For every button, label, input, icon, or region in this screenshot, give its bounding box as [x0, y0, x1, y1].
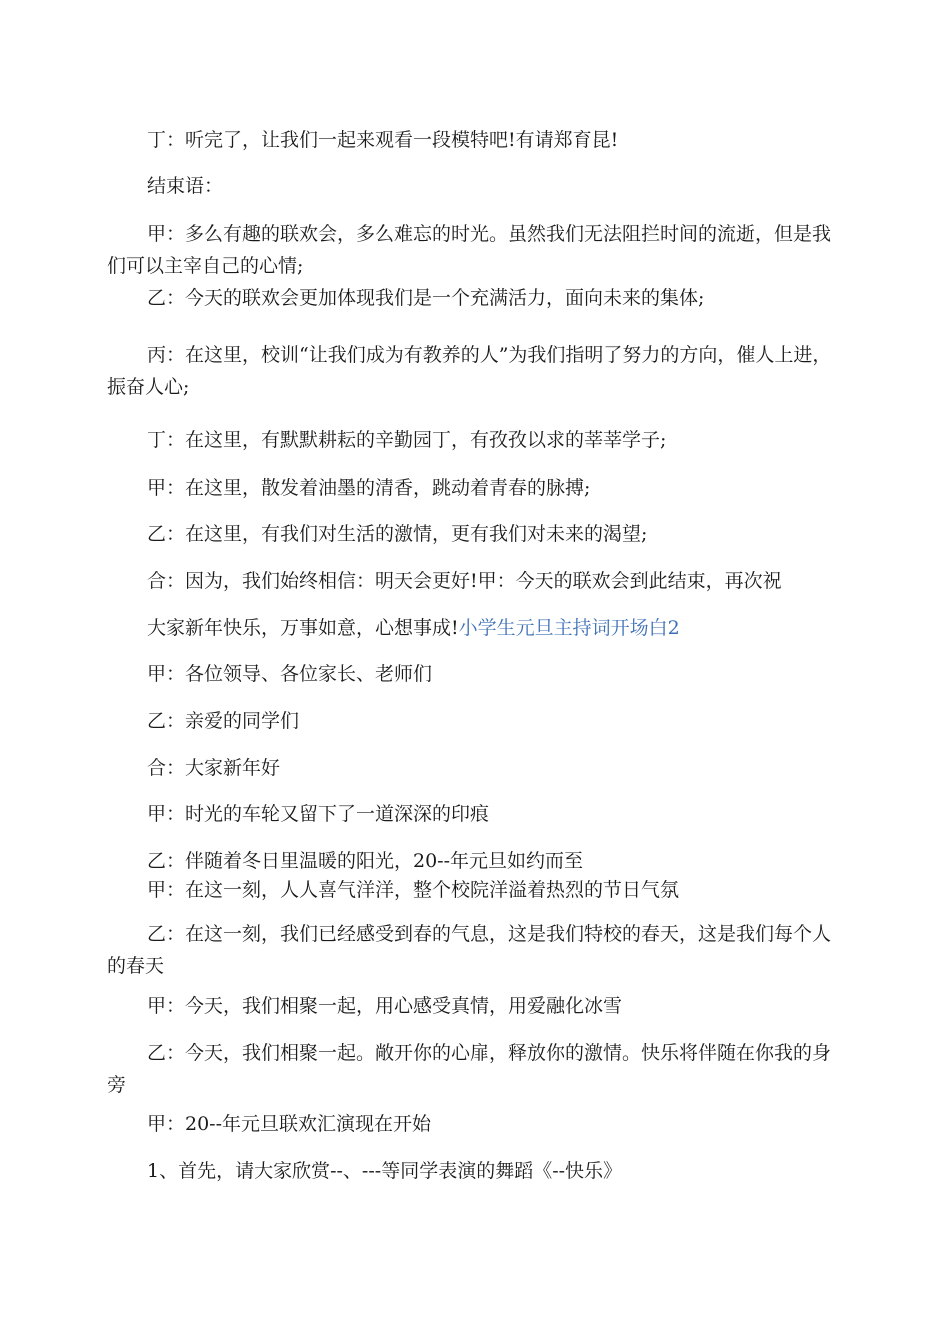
- paragraph: 甲：20--年元旦联欢汇演现在开始: [147, 1113, 432, 1135]
- paragraph: 1、首先，请大家欣赏--、---等同学表演的舞蹈《--快乐》: [147, 1160, 623, 1182]
- paragraph: 乙：今天，我们相聚一起。敞开你的心扉，释放你的激情。快乐将伴随在你我的身旁: [107, 1042, 832, 1096]
- paragraph: 甲：在这里，散发着油墨的清香，跳动着青春的脉搏;: [147, 477, 591, 499]
- paragraph: 丁：听完了，让我们一起来观看一段模特吧!有请郑育昆!: [147, 129, 619, 151]
- paragraph: 合：大家新年好: [147, 757, 281, 779]
- paragraph: 合：因为，我们始终相信：明天会更好!甲：今天的联欢会到此结束，再次祝: [147, 570, 782, 592]
- paragraph: 乙：在这一刻，我们已经感受到春的气息，这是我们特校的春天，这是我们每个人的春天: [107, 923, 832, 977]
- paragraph: 乙：伴随着冬日里温暖的阳光，20--年元旦如约而至: [147, 850, 584, 872]
- paragraph: 甲：时光的车轮又留下了一道深深的印痕: [147, 803, 490, 825]
- paragraph: 甲：在这一刻，人人喜气洋洋，整个校院洋溢着热烈的节日气氛: [147, 879, 680, 901]
- paragraph: 甲：各位领导、各位家长、老师们: [147, 663, 433, 685]
- paragraph: 乙：在这里，有我们对生活的激情，更有我们对未来的渴望;: [147, 523, 648, 545]
- next-article-link[interactable]: 小学生元旦主持词开场白2: [458, 617, 680, 639]
- section-heading: 结束语：: [147, 175, 224, 197]
- paragraph: 乙：今天的联欢会更加体现我们是一个充满活力，面向未来的集体;: [147, 287, 705, 309]
- paragraph: 甲：多么有趣的联欢会，多么难忘的时光。虽然我们无法阻拦时间的流逝，但是我们可以主宰自己的心情;: [107, 223, 832, 277]
- paragraph-with-link: [147, 612, 887, 644]
- paragraph-text: 大家新年快乐，万事如意，心想事成!: [147, 617, 459, 639]
- paragraph: 丙：在这里，校训“让我们成为有教养的人”为我们指明了努力的方向，催人上进，振奋人心;: [107, 344, 832, 398]
- paragraph: 甲：今天，我们相聚一起，用心感受真情，用爱融化冰雪: [147, 995, 623, 1017]
- paragraph: 丁：在这里，有默默耕耘的辛勤园丁，有孜孜以求的莘莘学子;: [147, 429, 667, 451]
- paragraph: 乙：亲爱的同学们: [147, 710, 300, 732]
